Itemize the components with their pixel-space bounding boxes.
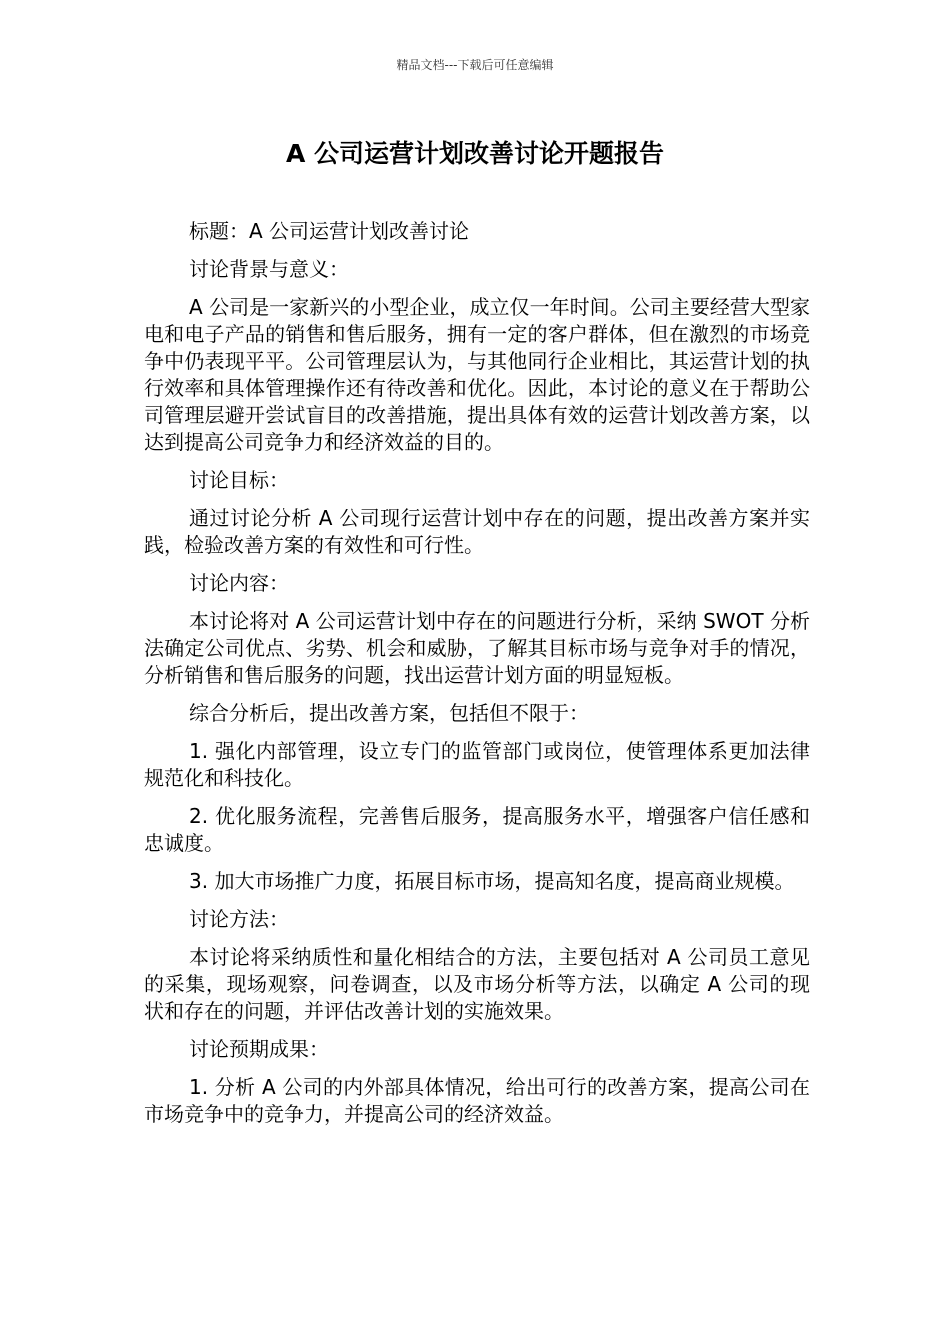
list-item-1: 1. 强化内部管理，设立专门的监管部门或岗位，使管理体系更加法律规范化和科技化。 (144, 739, 810, 790)
document-body (144, 218, 810, 1139)
subject-line: 标题：A 公司运营计划改善讨论 (189, 219, 470, 243)
paragraph-content: 本讨论将对 A 公司运营计划中存在的问题进行分析，采纳 SWOT 分析法确定公司优点、劣势、机会和威胁，了解其目标市场与竞争对手的情况，分析销售和售后服务的问题，找出运营计划方面的明显短板。 (144, 609, 810, 687)
paragraph-objective: 通过讨论分析 A 公司现行运营计划中存在的问题，提出改善方案并实践，检验改善方案的有效性和可行性。 (144, 506, 810, 557)
document-title: A 公司运营计划改善讨论开题报告 (285, 139, 665, 168)
paragraph-method: 本讨论将采纳质性和量化相结合的方法，主要包括对 A 公司员工意见的采集，现场观察，问卷调查，以及市场分析等方法，以确定 A 公司的现状和存在的问题，并评估改善计划的实施效果。 (144, 945, 810, 1023)
section-heading-method: 讨论方法： (189, 907, 289, 931)
expected-result-item-1: 1. 分析 A 公司的内外部具体情况，给出可行的改善方案，提高公司在市场竞争中的竞争力，并提高公司的经济效益。 (144, 1075, 810, 1126)
paragraph-summary-intro: 综合分析后，提出改善方案，包括但不限于： (189, 701, 589, 725)
list-item-2: 2. 优化服务流程，完善售后服务，提高服务水平，增强客户信任感和忠诚度。 (144, 804, 810, 855)
section-heading-expected-results: 讨论预期成果： (189, 1037, 329, 1061)
section-heading-background: 讨论背景与意义： (189, 257, 349, 281)
list-item-3: 3. 加大市场推广力度，拓展目标市场，提高知名度，提高商业规模。 (189, 869, 795, 893)
paragraph-background: A 公司是一家新兴的小型企业，成立仅一年时间。公司主要经营大型家电和电子产品的销售和售后服务，拥有一定的客户群体，但在激烈的市场竞争中仍表现平平。公司管理层认为，与其他同行企业相比，其运营计划的执行效率和具体管理操作还有待改善和优化。因此，本讨论的意义在于帮助公司管理层避开尝试盲目的改善措施，提出具体有效的运营计划改善方案，以达到提高公司竞争力和经济效益的目的。 (144, 295, 810, 454)
section-heading-objective: 讨论目标： (189, 468, 289, 492)
header-note: 精品文档---下载后可任意编辑 (396, 58, 554, 72)
section-heading-content: 讨论内容： (189, 571, 289, 595)
